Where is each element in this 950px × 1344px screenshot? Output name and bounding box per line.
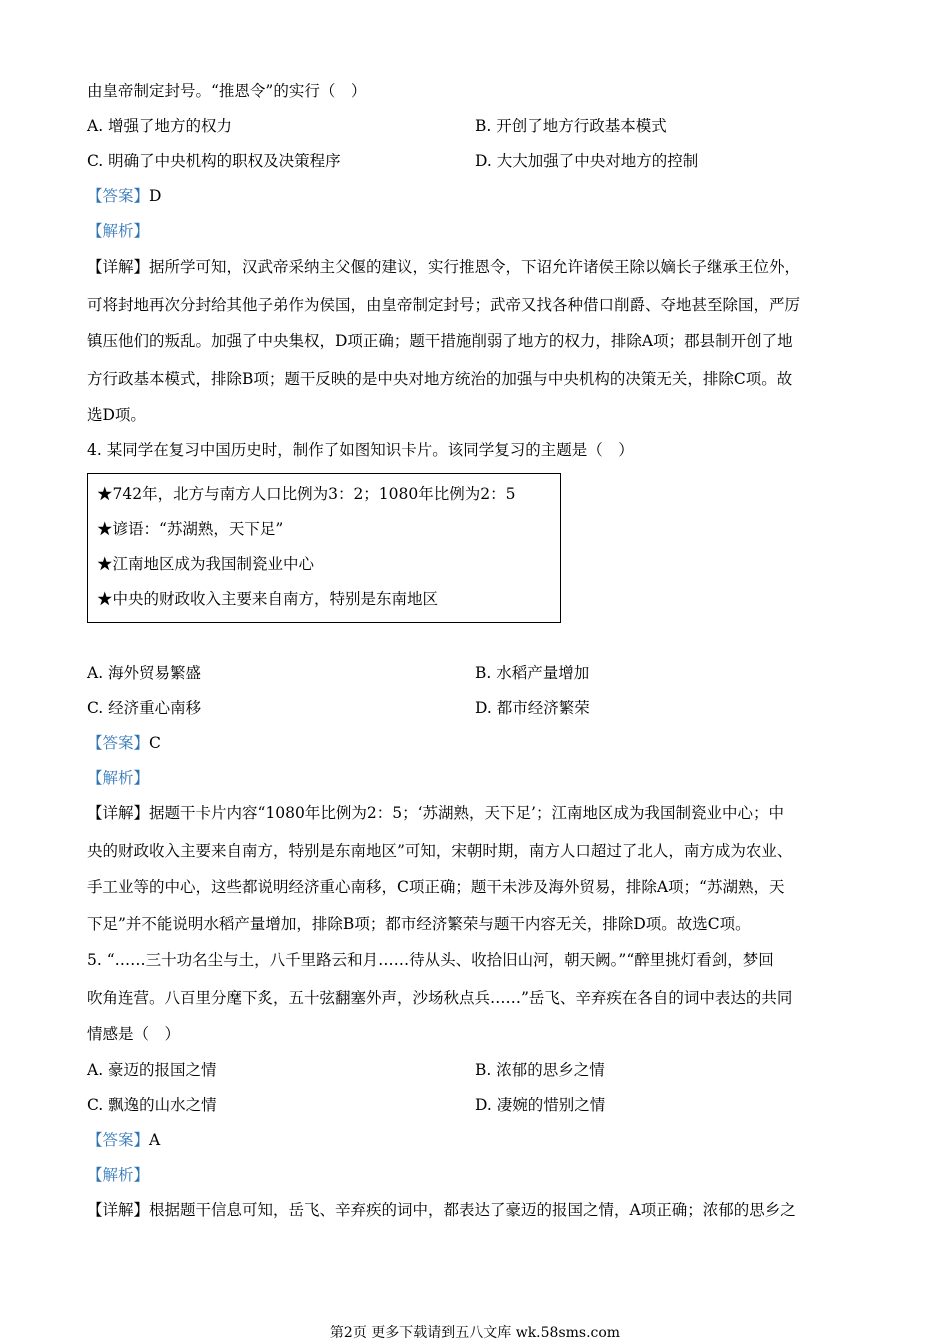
q4-detail-3: 手工业等的中心，这些都说明经济重心南移，C项正确；题干未涉及海外贸易，排除A项；“苏湖熟，天 (87, 878, 785, 896)
q5-stem-1: 5. “……三十功名尘与土，八千里路云和月……待从头、收拾旧山河，朝天阙。”“醉里挑灯看剑，梦回 (87, 951, 774, 969)
q4-option-c: C. 经济重心南移 (87, 699, 202, 717)
card-line-3: ★江南地区成为我国制瓷业中心 (97, 555, 315, 573)
detail-label: 【详解】 (87, 258, 150, 276)
answer-label: 【答案】 (87, 734, 150, 752)
q5-option-c: C. 飘逸的山水之情 (87, 1096, 217, 1114)
q3-detail-5: 选D项。 (87, 406, 146, 424)
answer-label: 【答案】 (87, 187, 150, 205)
card-line-2: ★谚语：“苏湖熟，天下足” (97, 520, 284, 538)
card-line-4: ★中央的财政收入主要来自南方，特别是东南地区 (97, 590, 439, 608)
page-footer: 第2页 更多下载请到五八文库 wk.58sms.com (329, 1325, 621, 1341)
q3-option-c: C. 明确了中央机构的职权及决策程序 (87, 152, 341, 170)
card-line-1: ★742年，北方与南方人口比例为3：2；1080年比例为2：5 (97, 485, 516, 503)
q3-stem-tail: 由皇帝制定封号。“推恩令”的实行（ ） (87, 82, 367, 100)
detail-label: 【详解】 (87, 1201, 150, 1219)
q5-stem-2: 吹角连营。八百里分麾下炙，五十弦翻塞外声，沙场秋点兵……”岳飞、辛弃疾在各自的词中表达的共同 (87, 989, 793, 1007)
q4-detail-4: 下足”并不能说明水稻产量增加，排除B项；都市经济繁荣与题干内容无关，排除D项。故选C项。 (87, 915, 751, 933)
analysis-label: 【解析】 (87, 1166, 150, 1184)
q3-detail-3: 镇压他们的叛乱。加强了中央集权，D项正确；题干措施削弱了地方的权力，排除A项；郡县制开创了地 (87, 332, 793, 350)
answer-label: 【答案】 (87, 1131, 150, 1149)
answer-value: C (149, 734, 161, 752)
q3-detail-2: 可将封地再次分封给其他子弟作为侯国，由皇帝制定封号；武帝又找各种借口削爵、夺地甚至除国，严厉 (87, 296, 801, 314)
q3-detail-4: 方行政基本模式，排除B项；题干反映的是中央对地方统治的加强与中央机构的决策无关，排除C项。故 (87, 370, 793, 388)
q5-option-a: A. 豪迈的报国之情 (87, 1061, 217, 1079)
q4-detail-1 (87, 803, 784, 823)
q4-stem: 4. 某同学在复习中国历史时，制作了如图知识卡片。该同学复习的主题是（ ） (87, 441, 634, 459)
q5-stem-3: 情感是（ ） (87, 1025, 181, 1043)
q3-detail-1 (87, 257, 800, 277)
q3-answer (87, 186, 161, 206)
q4-answer (87, 733, 161, 753)
q4-detail-2: 央的财政收入主要来自南方，特别是东南地区”可知，宋朝时期，南方人口超过了北人，南方成为农业、 (87, 842, 793, 860)
detail-label: 【详解】 (87, 804, 150, 822)
q4-option-a: A. 海外贸易繁盛 (87, 664, 202, 682)
answer-value: A (149, 1131, 161, 1149)
q4-analysis (87, 768, 149, 788)
q4-option-b: B. 水稻产量增加 (475, 664, 590, 682)
knowledge-card (87, 473, 561, 623)
q5-answer (87, 1130, 160, 1150)
detail-text: 据题干卡片内容“1080年比例为2：5；‘苏湖熟，天下足’；江南地区成为我国制瓷业中心；中 (149, 804, 784, 822)
q3-option-d: D. 大大加强了中央对地方的控制 (475, 152, 699, 170)
q3-option-a: A. 增强了地方的权力 (87, 117, 233, 135)
analysis-label: 【解析】 (87, 222, 150, 240)
q5-option-b: B. 浓郁的思乡之情 (475, 1061, 605, 1079)
q3-option-b: B. 开创了地方行政基本模式 (475, 117, 667, 135)
detail-text: 根据题干信息可知，岳飞、辛弃疾的词中，都表达了豪迈的报国之情，A项正确；浓郁的思乡之 (149, 1201, 796, 1219)
detail-text: 据所学可知，汉武帝采纳主父偃的建议，实行推恩令，下诏允许诸侯王除以嫡长子继承王位外， (149, 258, 801, 276)
analysis-label: 【解析】 (87, 769, 150, 787)
q5-analysis (87, 1165, 149, 1185)
q5-option-d: D. 凄婉的惜别之情 (475, 1096, 606, 1114)
answer-value: D (149, 187, 162, 205)
q4-option-d: D. 都市经济繁荣 (475, 699, 590, 717)
q5-detail-1 (87, 1200, 796, 1220)
q3-analysis (87, 221, 149, 241)
